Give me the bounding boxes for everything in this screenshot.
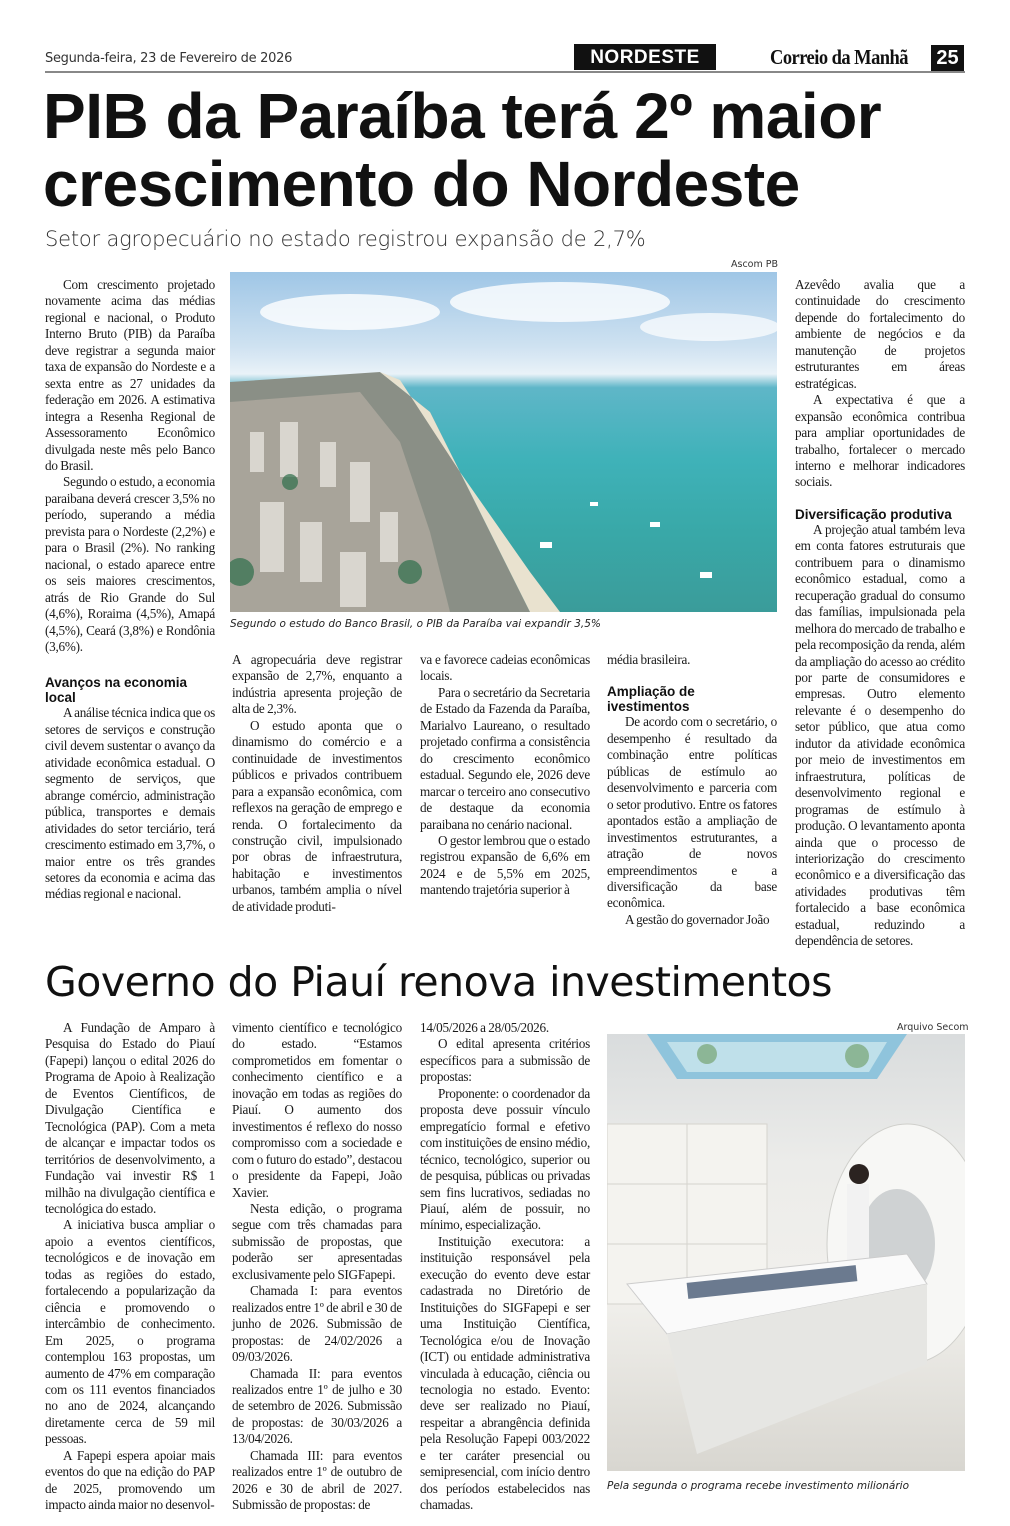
article2-photo-caption: Pela segunda o programa recebe investimento milionário [607,1480,910,1492]
paragraph: Proponente: o coordenador da proposta deve possuir vínculo empregatício formal e efetivo com instituições de ensino médio, técnico, tecnológico, superior ou de pesquisa, públicas ou privadas sem fins lucrativos, sediadas no Piauí, além de possuir, no mínimo, especialização. [420,1085,590,1233]
beach-illustration [230,272,777,612]
article2-column-2 [232,1020,402,1514]
section-label: NORDESTE [574,44,716,70]
paragraph: O edital apresenta critérios específicos para a submissão de propostas: [420,1036,590,1085]
paragraph: Com crescimento projetado novamente acima das médias regional e nacional, o Produto Interno Bruto (PIB) da Paraíba deve registrar a segunda maior taxa de expansão do Nordeste e a sexta entre as 27 unidades da federação em 2026. A estimativa integra a Resenha Regional de Assessoramento Econômico divulgada neste mês pelo Banco do Brasil. [45,277,215,473]
paragraph: A agropecuária deve registrar expansão de 2,7%, enquanto a indústria apresenta projeção de alta de 2,3%. [232,652,402,717]
article2-column-3 [420,1020,590,1514]
beach-aerial-photo [230,272,777,612]
article1-column-1 [45,277,215,903]
paragraph: Segundo o estudo, a economia paraibana deverá crescer 3,5% no período, superando a média prevista para o Nordeste (2,2%) e para o Brasil (2%). No ranking nacional, o estado aparece entre os seis maiores crescimentos, atrás de Rio Grande do Sul (4,6%), Roraima (4,5%), Amapá (4,5%), Ceará (3,8%) e Rondônia (3,6%). [45,474,215,654]
edition-date: Segunda-feira, 23 de Fevereiro de 2026 [45,51,293,66]
paragraph: A gestão do governador João [625,911,770,927]
paragraph: A expectativa é que a expansão econômica contribua para ampliar oportunidades de trabalho, fortalecer o mercado interno e melhorar indicadores sociais. [795,392,965,490]
article1-column-3 [420,652,590,899]
subhead-diversificacao: Diversificação produtiva [795,506,952,522]
paragraph: Nesta edição, o programa segue com três chamadas para submissão de propostas, que poderão ser apresentadas exclusivamente pelo SIGFapepi. [232,1200,402,1282]
mri-room-photo [607,1034,965,1471]
paragraph: O estudo aponta que o dinamismo do comércio e a continuidade de investimentos públicos e privados contribuem para a expansão econômica, com reflexos na geração de emprego e renda. O fortalecimento da construção civil, impulsionado por obras de infraestrutura, habitação e investimentos urbanos, também amplia o nível de atividade produti- [232,717,402,914]
paragraph: Chamada II: para eventos realizados entre 1º de julho e 30 de setembro de 2026. Submissão de propostas: de 30/03/2026 a 13/04/2026. [232,1365,402,1447]
paragraph: Chamada III: para eventos realizados entre 1º de outubro de 2026 e 30 de abril de 2027. Submissão de propostas: de [232,1447,402,1513]
subhead-avancos: Avanços na economia local [45,675,188,706]
paragraph: 14/05/2026 a 28/05/2026. [420,1020,549,1035]
subhead-ampliacao: Ampliação de ivestimentos [607,684,695,715]
paragraph: A Fundação de Amparo à Pesquisa do Estado do Piauí (Fapepi) lançou o edital 2026 do Programa de Apoio à Realização de Eventos Científicos, de Divulgação Científica e Tecnológica (PAP). Com a meta de alcançar e impactar todos os territórios de desenvolvimento, a Fundação vai investir R$ 1 milhão na divulgação científica e tecnológica do estado. [45,1020,215,1216]
article1-subtitle: Setor agropecuário no estado registrou expansão de 2,7% [45,227,646,251]
paragraph: vimento científico e tecnológico do estado. “Estamos comprometidos em fomentar o conhecimento científico e a inovação em todas as regiões do Piauí. O aumento dos investimentos é reflexo do nosso compromisso com a sociedade e com o futuro do estado”, destacou o presidente da Fapepi, João Xavier. [232,1020,402,1200]
paragraph: média brasileira. [607,652,691,667]
paragraph: va e favorece cadeias econômicas locais. [420,652,590,684]
page-number: 25 [931,45,964,71]
paragraph: Instituição executora: a instituição responsável pela execução do evento deve estar cadastrada no Diretório de Instituições do SIGFapepi e ser uma Instituição Científica, Tecnológica e/ou de Inovação (ICT) ou entidade administrativa vinculada à educação, ciência ou tecnologia no estado. Evento: deve ser realizado no Piauí, respeitar a abrangência definida pela Resolução Fapepi 003/2022 e ter caráter presencial ou semipresencial, com início dentro dos períodos estabelecidos nas chamadas. [420,1233,590,1513]
paragraph: Para o secretário da Secretaria de Estado da Fazenda da Paraíba, Marialvo Laureano, o resultado projetado confirma a consistência do crescimento econômico estadual. Segundo ele, 2026 deve marcar o terceiro ano consecutivo de destaque da economia paraibana no cenário nacional. [420,684,590,832]
photo-credit: Arquivo Secom [897,1022,969,1033]
article1-column-4 [607,652,777,928]
paragraph: Azevêdo avalia que a continuidade do crescimento depende do fortalecimento do ambiente de negócios e da manutenção de projetos estruturantes em áreas estratégicas. [795,277,965,391]
paragraph: De acordo com o secretário, o desempenho é resultado da combinação entre políticas públicas de estímulo ao desenvolvimento e parceria com o setor produtivo. Entre os fatores apontados estão a ampliação de investimentos estruturantes, a atração de novos empreendimentos e a diversificação da base econômica. [607,714,777,911]
article2-column-1 [45,1020,215,1514]
paragraph: A iniciativa busca ampliar o apoio a eventos científicos, tecnológicos e de inovação em todas as regiões do estado, fortalecendo a popularização da ciência e promovendo o intercâmbio de conhecimento. Em 2025, o programa contemplou 163 propostas, um aumento de 47% em comparação com os 111 eventos financiados no ano de 2024, alcançando diretamente cerca de 59 mil pessoas. [45,1217,215,1447]
photo-credit: Ascom PB [731,259,779,270]
paragraph: A Fapepi espera apoiar mais eventos do que na edição do PAP de 2025, promovendo um impacto ainda maior no desenvol- [45,1447,215,1513]
masthead-logo: Correio da Manhã [770,45,909,69]
mri-illustration [607,1034,965,1471]
paragraph: A análise técnica indica que os setores de serviços e construção civil devem sustentar o avanço da atividade econômica estadual. O segmento de serviços, que abrange comércio, administração pública, transportes e demais atividades do setor terciário, terá crescimento estimado em 3,7%, o maior entre os três grandes setores da economia e acima das médias regional e nacional. [45,705,215,902]
header-divider [45,71,965,73]
article1-headline: PIB da Paraíba terá 2º maior crescimento do Nordeste [43,80,882,220]
paragraph: Chamada I: para eventos realizados entre 1º de abril e 30 de junho de 2026. Submissão de propostas: de 24/02/2026 a 09/03/2026. [232,1283,402,1365]
paragraph: O gestor lembrou que o estado registrou expansão de 6,6% em 2024 e de 5,5% em 2025, mantendo trajetória superior à [420,832,590,898]
article1-column-5 [795,277,965,950]
article2-headline: Governo do Piauí renova investimentos [45,958,833,1006]
article1-photo-caption: Segundo o estudo do Banco Brasil, o PIB da Paraíba vai expandir 3,5% [230,618,601,630]
paragraph: A projeção atual também leva em conta fatores estruturais que contribuem para o dinamismo econômico estadual, como a recuperação gradual do consumo das famílias, impulsionada pela melhora do mercado de trabalho e pela recomposição da renda, além da ampliação do acesso ao crédito por parte de consumidores e empresas. Outro elemento relevante é o desempenho do setor público, que atua como indutor da atividade econômica por meio de investimentos em infraestrutura, políticas de desenvolvimento regional e programas de estímulo à produção. O levantamento aponta ainda que o processo de interiorização do crescimento econômico e a diversificação das atividades produtivas têm fortalecido a base econômica estadual, reduzindo a dependência de setores. [795,521,965,949]
article1-column-2 [232,652,402,915]
